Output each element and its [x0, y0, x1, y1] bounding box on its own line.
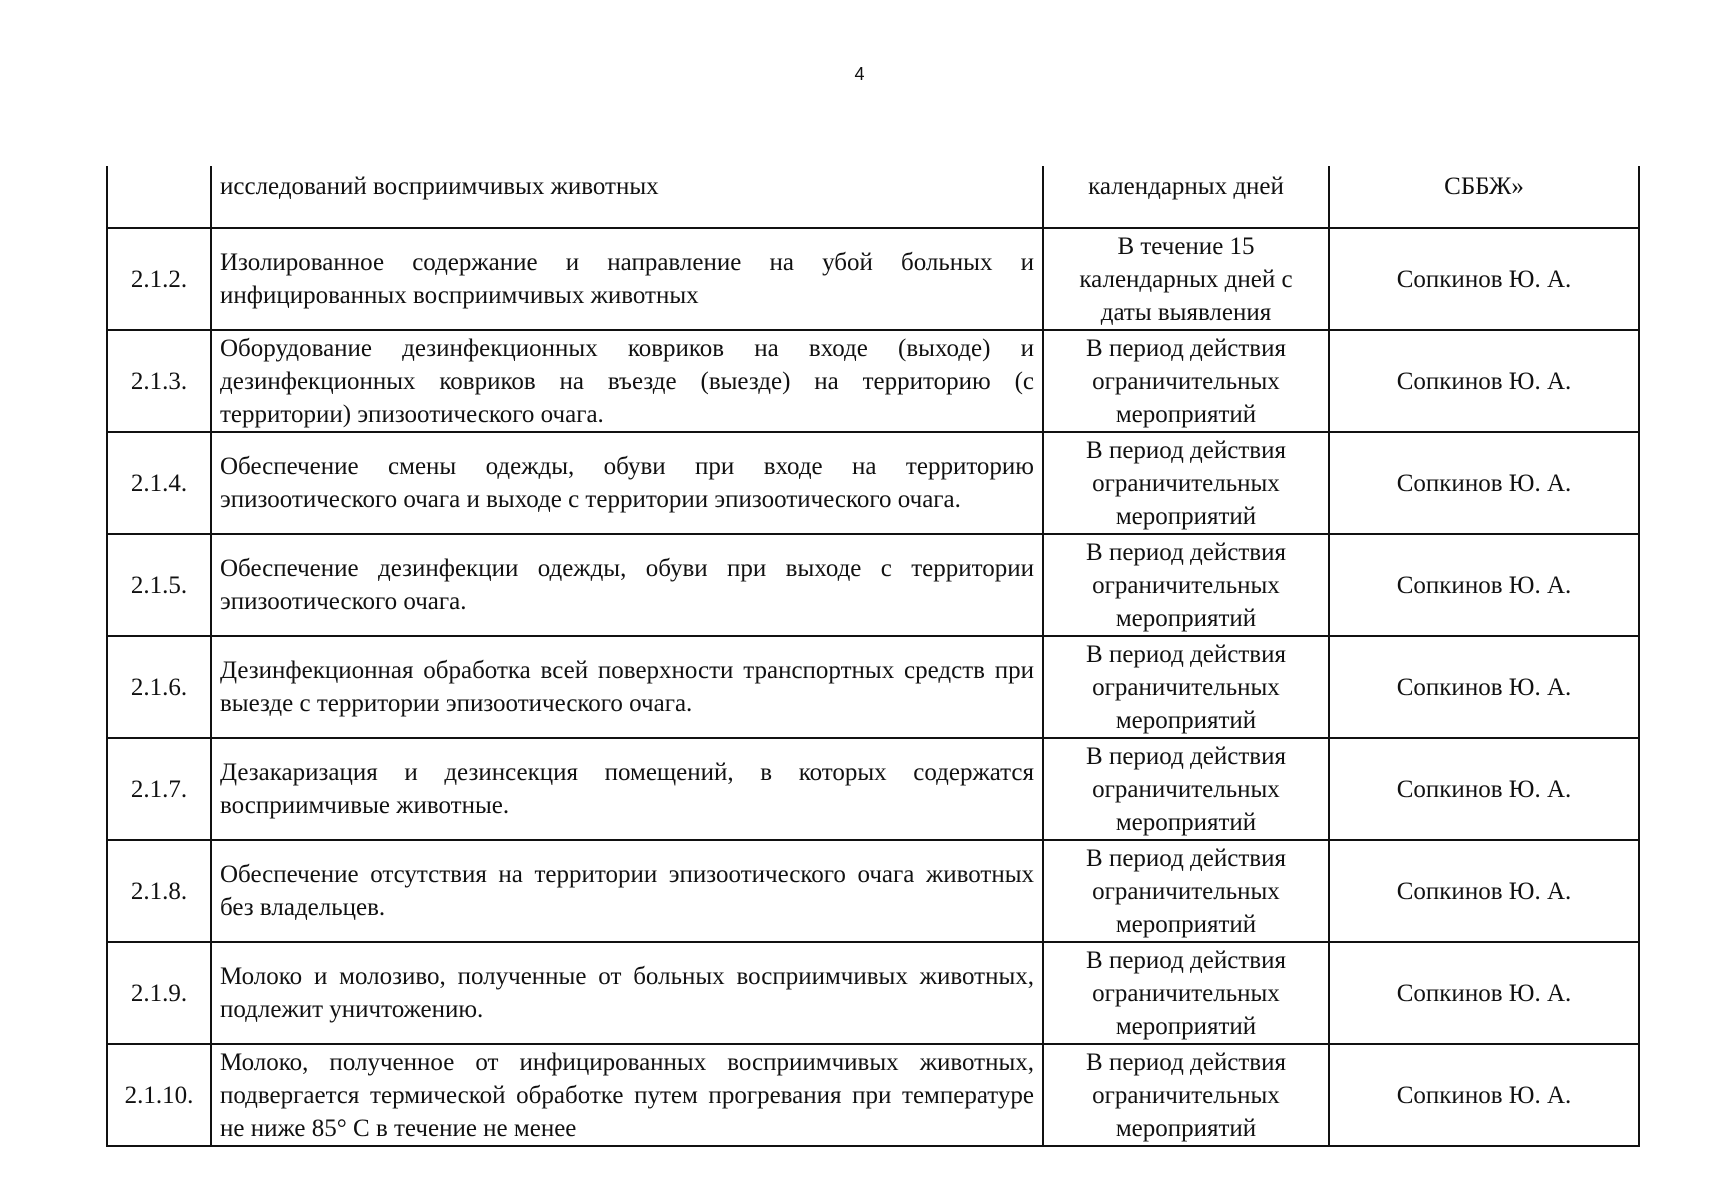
row-number: 2.1.3. — [107, 330, 211, 432]
row-number: 2.1.9. — [107, 942, 211, 1044]
term-text: В период действия ограничительных мероприятий — [1043, 840, 1329, 942]
term-text: В период действия ограничительных мероприятий — [1043, 738, 1329, 840]
term-text: В течение 15 календарных дней с даты выявления — [1043, 228, 1329, 330]
term-text: В период действия ограничительных мероприятий — [1043, 432, 1329, 534]
term-text: В период действия ограничительных мероприятий — [1043, 942, 1329, 1044]
responsible-text: Сопкинов Ю. А. — [1329, 432, 1639, 534]
measures-table — [106, 166, 1640, 1147]
responsible-text: Сопкинов Ю. А. — [1329, 636, 1639, 738]
measure-text: Молоко и молозиво, полученные от больных восприимчивых животных, подлежит уничтожению. — [211, 942, 1043, 1044]
responsible-text: Сопкинов Ю. А. — [1329, 840, 1639, 942]
responsible-text: СББЖ» — [1329, 166, 1639, 228]
table-row — [107, 738, 1639, 840]
responsible-text: Сопкинов Ю. А. — [1329, 1044, 1639, 1146]
term-text: В период действия ограничительных мероприятий — [1043, 330, 1329, 432]
measure-text: исследований восприимчивых животных — [211, 166, 1043, 228]
measure-text: Молоко, полученное от инфицированных восприимчивых животных, подвергается термической обработке путем прогревания при температуре не ниже 85° С в течение не менее — [211, 1044, 1043, 1146]
term-text: календарных дней — [1043, 166, 1329, 228]
measure-text: Обеспечение дезинфекции одежды, обуви при выходе с территории эпизоотического очага. — [211, 534, 1043, 636]
table-row-continuation — [107, 166, 1639, 228]
row-number — [107, 166, 211, 228]
table-row — [107, 1044, 1639, 1146]
row-number: 2.1.2. — [107, 228, 211, 330]
term-text: В период действия ограничительных мероприятий — [1043, 534, 1329, 636]
row-number: 2.1.5. — [107, 534, 211, 636]
measure-text: Дезакаризация и дезинсекция помещений, в которых содержатся восприимчивые животные. — [211, 738, 1043, 840]
page-number: 4 — [854, 64, 865, 84]
term-text: В период действия ограничительных мероприятий — [1043, 1044, 1329, 1146]
table-row — [107, 942, 1639, 1044]
table-row — [107, 636, 1639, 738]
responsible-text: Сопкинов Ю. А. — [1329, 738, 1639, 840]
row-number: 2.1.7. — [107, 738, 211, 840]
table-row — [107, 432, 1639, 534]
measure-text: Обеспечение отсутствия на территории эпизоотического очага животных без владельцев. — [211, 840, 1043, 942]
table-row — [107, 840, 1639, 942]
measure-text: Дезинфекционная обработка всей поверхности транспортных средств при выезде с территории эпизоотического очага. — [211, 636, 1043, 738]
measure-text: Обеспечение смены одежды, обуви при входе на территорию эпизоотического очага и выходе с территории эпизоотического очага. — [211, 432, 1043, 534]
row-number: 2.1.10. — [107, 1044, 211, 1146]
responsible-text: Сопкинов Ю. А. — [1329, 330, 1639, 432]
row-number: 2.1.6. — [107, 636, 211, 738]
measure-text: Изолированное содержание и направление на убой больных и инфицированных восприимчивых животных — [211, 228, 1043, 330]
row-number: 2.1.4. — [107, 432, 211, 534]
responsible-text: Сопкинов Ю. А. — [1329, 942, 1639, 1044]
term-text: В период действия ограничительных мероприятий — [1043, 636, 1329, 738]
responsible-text: Сопкинов Ю. А. — [1329, 534, 1639, 636]
table-row — [107, 534, 1639, 636]
measure-text: Оборудование дезинфекционных ковриков на входе (выходе) и дезинфекционных ковриков на въезде (выезде) на территорию (с территории) эпизоотического очага. — [211, 330, 1043, 432]
responsible-text: Сопкинов Ю. А. — [1329, 228, 1639, 330]
table-row — [107, 228, 1639, 330]
table-row — [107, 330, 1639, 432]
row-number: 2.1.8. — [107, 840, 211, 942]
